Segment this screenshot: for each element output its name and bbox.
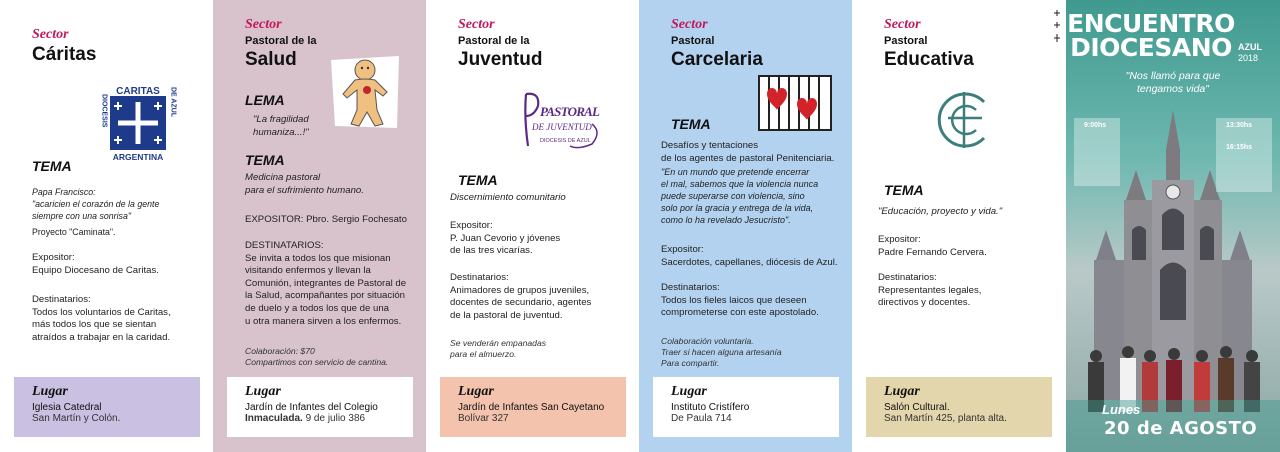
sector-label: Sector (884, 17, 921, 32)
sector-label: Sector (245, 17, 282, 32)
cover-quote: "Nos llamó para que tengamos vida" (1125, 70, 1221, 95)
schedule-right-time-1: 13:30hs (1226, 122, 1253, 129)
destinatarios-text: Destinatarios: Animadores de grupos juveniles, docentes de secundario, agentes de la pastoral de juventud. (450, 272, 592, 321)
sector-title: Salud (245, 49, 297, 70)
tema-text: Desafíos y tentaciones de los agentes de pastoral Penitenciaria. (661, 140, 835, 164)
expositor-text: Expositor: Equipo Diocesano de Caritas. (32, 252, 159, 276)
lugar-box (866, 377, 1052, 437)
cover-year: 2018 (1238, 53, 1259, 63)
lugar-name: Jardín de Infantes San Cayetano (458, 402, 605, 413)
cover-date: 20 de AGOSTO (1104, 418, 1258, 439)
panel-juventud (426, 0, 639, 452)
tema-heading: TEMA (32, 158, 72, 174)
empanadas-note: Se venderán empanadas para el almuerzo. (450, 338, 547, 359)
sector-title: Juventud (458, 49, 543, 70)
logo-caritas-left: DIOCESIS (100, 94, 108, 128)
lugar-address: San Martín 425, planta alta. (884, 413, 1007, 424)
expositor-text: Expositor: P. Juan Cevorio y jóvenes de las tres vicarías. (450, 220, 561, 257)
tema-text: Papa Francisco: "acaricien el corazón de la gente siempre con una sonrisa" (32, 187, 160, 221)
logo-juventud-text: PASTORAL (540, 104, 600, 119)
lema-heading: LEMA (245, 92, 285, 108)
lugar-address-bold: Inmaculada. (245, 413, 303, 424)
lema-text: "La fragilidad humaniza...!" (253, 114, 309, 138)
logo-juventud-sub: DE JUVENTUD (532, 122, 592, 132)
lugar-heading: Lugar (245, 384, 281, 399)
tema-text: Medicina pastoral para el sufrimiento humano. (245, 172, 364, 196)
cover-day: Lunes (1102, 402, 1141, 417)
lugar-address: San Martín y Colón. (32, 413, 121, 424)
lugar-box (440, 377, 626, 437)
panel-caritas (0, 0, 213, 452)
expositor-text: Expositor: Sacerdotes, capellanes, diócesis de Azul. (661, 244, 838, 268)
lugar-name: Salón Cultural. (884, 402, 950, 413)
sector-subtitle: Pastoral de la (245, 35, 317, 47)
sector-label: Sector (458, 17, 495, 32)
colaboracion-note: Colaboración: $70 Compartimos con servicio de cantina. (245, 346, 389, 367)
prison-bars-hearts-icon (757, 74, 833, 132)
lugar-address: Bolívar 327 (458, 413, 509, 424)
destinatarios-text: Destinatarios: Todos los voluntarios de Caritas, más todos los que se sientan atraídos a trabajar en la caridad. (32, 294, 171, 343)
cover-panel (1066, 0, 1280, 452)
lugar-box (653, 377, 839, 437)
cover-title-line1: ENCUENTRO (1067, 9, 1235, 38)
lugar-address-rest: 9 de julio 386 (302, 413, 366, 424)
tema-text: "Educación, proyecto y vida." (878, 206, 1003, 217)
sector-title: Carcelaria (671, 49, 763, 70)
expositor-text: EXPOSITOR: Pbro. Sergio Fochesato (245, 214, 407, 225)
lugar-heading: Lugar (671, 384, 707, 399)
tema-quote: "En un mundo que pretende encerrar el mal, sabemos que la violencia nunca puede superarse con violencia, sino solo por la gracia y entrega de la vida, como lo ha revelado Jesucristo". (661, 167, 819, 225)
tema-heading: TEMA (671, 116, 711, 132)
sector-label: Sector (671, 17, 708, 32)
expositor-text: Expositor: Padre Fernando Cervera. (878, 234, 987, 258)
lugar-name: Instituto Cristífero (671, 402, 750, 413)
proyecto-text: Proyecto "Caminata". (32, 227, 116, 237)
tema-heading: TEMA (458, 172, 498, 188)
schedule-right-time-2: 16:15hs (1226, 144, 1253, 151)
lugar-name: Iglesia Catedral (32, 402, 102, 413)
cathedral-photo (1066, 0, 1280, 452)
panel-salud (213, 0, 426, 452)
tema-heading: TEMA (884, 182, 924, 198)
destinatarios-text: DESTINATARIOS: Se invita a todos los que misionan visitando enfermos y llevan la Comunión, integrantes de Pastoral de la Salud, acompañantes por situación de duelo y a todos los que de una u otra manera sirven a los enfermos. (245, 240, 407, 327)
cover-city: AZUL (1238, 42, 1262, 52)
logo-caritas-top: CARITAS (116, 86, 160, 97)
sector-subtitle: Pastoral de la (458, 35, 530, 47)
destinatarios-text: Destinatarios: Todos los fieles laicos que deseen comprometerse con este apostolado. (661, 282, 819, 319)
lugar-heading: Lugar (458, 384, 494, 399)
tema-heading: TEMA (245, 152, 285, 168)
sector-subtitle: Pastoral (671, 35, 715, 47)
lugar-box (227, 377, 413, 437)
sector-subtitle: Pastoral (884, 35, 928, 47)
pastoral-juventud-logo (518, 88, 604, 158)
logo-juventud-small: DIOCESIS DE AZUL (540, 138, 591, 144)
sector-label: Sector (32, 27, 69, 42)
logo-caritas-bottom: ARGENTINA (112, 152, 164, 162)
cover-title-line2: DIOCESANO (1070, 33, 1232, 62)
colaboracion-note: Colaboración voluntaria. Traer si hacen alguna artesanía Para compartir. (661, 336, 782, 368)
cross-e-logo-icon (932, 88, 996, 152)
tema-text: Discernimiento comunitario (450, 192, 566, 203)
caritas-logo (96, 84, 180, 162)
sector-title: Educativa (884, 49, 974, 70)
lugar-box (14, 377, 200, 437)
lugar-address: De Paula 714 (671, 413, 732, 424)
lugar-name: Jardín de Infantes del Colegio (245, 402, 378, 413)
fold-mark-icon (1052, 8, 1062, 46)
lugar-address (245, 413, 395, 424)
panel-carcelaria (639, 0, 852, 452)
destinatarios-text: Destinatarios: Representantes legales, directivos y docentes. (878, 272, 982, 309)
logo-caritas-right: DE AZUL (169, 87, 177, 118)
lugar-heading: Lugar (32, 384, 68, 399)
lugar-heading: Lugar (884, 384, 920, 399)
schedule-left-time: 9:00hs (1084, 122, 1107, 129)
sector-title: Cáritas (32, 44, 97, 65)
panel-educativa (852, 0, 1065, 452)
